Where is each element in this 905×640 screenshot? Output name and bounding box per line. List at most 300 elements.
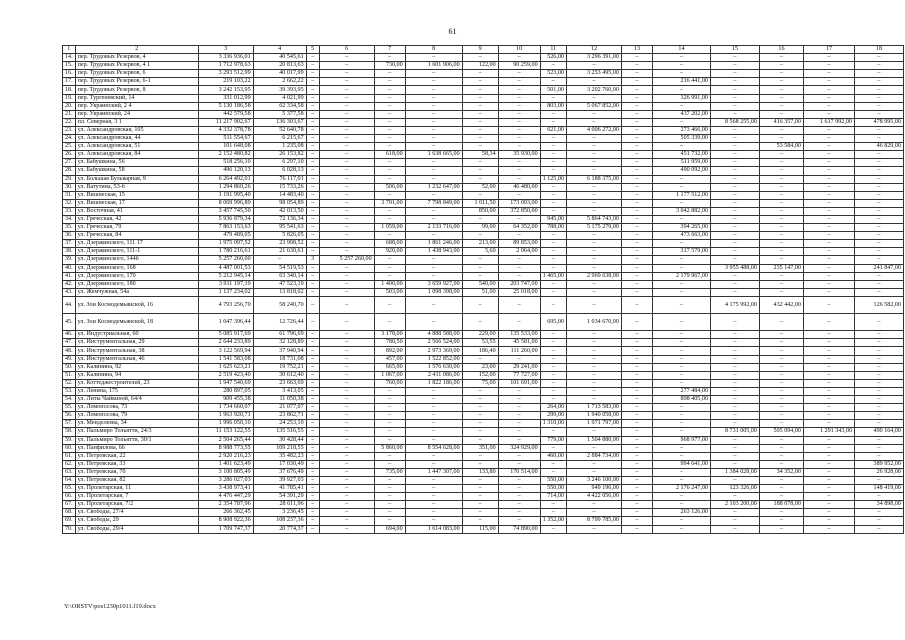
value-cell: 3 955 488,00 <box>710 264 759 272</box>
value-cell: – <box>462 517 498 525</box>
value-cell: – <box>566 62 621 70</box>
value-cell: – <box>803 78 854 86</box>
row-number: 63. <box>63 468 76 476</box>
value-cell: 3 122 569,94 <box>198 347 253 355</box>
address-cell: ул. Инструментальная, 38 <box>75 347 198 355</box>
value-cell: 8 568 255,00 <box>710 118 759 126</box>
value-cell: 473 663,00 <box>652 232 710 240</box>
value-cell: – <box>854 256 903 264</box>
value-cell: 1 447 307,00 <box>405 468 462 476</box>
value-cell: 89 853,00 <box>498 240 540 248</box>
value-cell: – <box>652 256 710 264</box>
value-cell: – <box>319 396 374 404</box>
value-cell: 8 799 785,00 <box>566 517 621 525</box>
value-cell: – <box>621 288 652 296</box>
value-cell: 1 137 234,02 <box>198 288 253 296</box>
value-cell: – <box>652 314 710 331</box>
value-cell: – <box>498 355 540 363</box>
value-cell: – <box>405 501 462 509</box>
value-cell: 5 212 945,14 <box>198 272 253 280</box>
column-header: 15 <box>710 46 759 54</box>
value-cell: 2 064,00 <box>498 248 540 256</box>
value-cell: 5 936 879,34 <box>198 215 253 223</box>
value-cell: – <box>540 460 566 468</box>
value-cell: 2 152 480,82 <box>198 151 253 159</box>
value-cell: – <box>462 428 498 436</box>
value-cell: 11 153 122,55 <box>198 428 253 436</box>
value-cell: – <box>621 468 652 476</box>
column-header: 8 <box>405 46 462 54</box>
value-cell: – <box>405 264 462 272</box>
value-cell: – <box>405 387 462 395</box>
value-cell: 3 178,00 <box>374 331 405 339</box>
value-cell: 170 514,00 <box>498 468 540 476</box>
value-cell: 1 059,00 <box>374 224 405 232</box>
address-cell: ул. Ватутина, 53-б <box>75 183 198 191</box>
value-cell: – <box>566 248 621 256</box>
value-cell: – <box>710 525 759 533</box>
value-cell: – <box>540 379 566 387</box>
value-cell: – <box>710 248 759 256</box>
row-number: 64. <box>63 476 76 484</box>
value-cell: – <box>621 396 652 404</box>
value-cell: 241 847,00 <box>854 264 903 272</box>
value-cell: – <box>462 436 498 444</box>
value-cell: – <box>710 183 759 191</box>
value-cell: – <box>306 517 319 525</box>
value-cell: – <box>803 62 854 70</box>
table-row <box>63 420 904 428</box>
value-cell: – <box>803 70 854 78</box>
value-cell: – <box>566 428 621 436</box>
value-cell: – <box>621 355 652 363</box>
value-cell: – <box>374 135 405 143</box>
value-cell: – <box>710 452 759 460</box>
value-cell: 780,50 <box>374 339 405 347</box>
address-cell: ул. Пролетарская, 11 <box>75 485 198 493</box>
value-cell: – <box>462 264 498 272</box>
value-cell: – <box>803 175 854 183</box>
address-cell: ул. Александровская, 44 <box>75 135 198 143</box>
value-cell: – <box>854 272 903 280</box>
value-cell: – <box>652 420 710 428</box>
address-cell: ул. Дзержинского, 111 17 <box>75 240 198 248</box>
value-cell: – <box>710 207 759 215</box>
value-cell: – <box>710 436 759 444</box>
address-cell: ул. Петровская, 22 <box>75 452 198 460</box>
value-cell: – <box>306 420 319 428</box>
table-row <box>63 412 904 420</box>
column-header: 2 <box>75 46 198 54</box>
value-cell: 2 920 216,23 <box>198 452 253 460</box>
value-cell: 1 291 343,00 <box>803 428 854 436</box>
value-cell: 8 731 005,00 <box>710 428 759 436</box>
value-cell: – <box>405 396 462 404</box>
value-cell: – <box>319 493 374 501</box>
value-cell: – <box>540 444 566 452</box>
value-cell: 264,00 <box>540 404 566 412</box>
address-cell: пл. Северная, 3 1 <box>75 118 198 126</box>
row-number: 27. <box>63 159 76 167</box>
value-cell: – <box>319 232 374 240</box>
table-row <box>63 509 904 517</box>
row-number: 68. <box>63 509 76 517</box>
value-cell: – <box>803 215 854 223</box>
value-cell: – <box>854 404 903 412</box>
row-number: 31. <box>63 191 76 199</box>
value-cell: 5 860,00 <box>374 444 405 452</box>
column-header: 1 <box>63 46 76 54</box>
value-cell: – <box>803 485 854 493</box>
address-cell: ул. Свободы, 27/4 <box>75 509 198 517</box>
value-cell: – <box>319 199 374 207</box>
value-cell: 1 861 246,00 <box>405 240 462 248</box>
row-number: 49. <box>63 355 76 363</box>
address-cell: ул. Александровская, 84 <box>75 151 198 159</box>
value-cell: – <box>306 412 319 420</box>
value-cell: – <box>854 224 903 232</box>
value-cell: – <box>710 143 759 151</box>
value-cell: – <box>710 509 759 517</box>
column-header: 6 <box>319 46 374 54</box>
value-cell: – <box>854 476 903 484</box>
value-cell: – <box>462 102 498 110</box>
value-cell: – <box>374 493 405 501</box>
value-cell: – <box>319 296 374 313</box>
value-cell: – <box>854 86 903 94</box>
value-cell: 152,00 <box>462 371 498 379</box>
value-cell: 1 352,00 <box>540 517 566 525</box>
value-cell: – <box>621 428 652 436</box>
value-cell: – <box>710 167 759 175</box>
value-cell: – <box>759 191 803 199</box>
value-cell: – <box>803 102 854 110</box>
value-cell: – <box>652 355 710 363</box>
value-cell: 550,00 <box>540 476 566 484</box>
value-cell: – <box>854 183 903 191</box>
value-cell: – <box>621 183 652 191</box>
value-cell: – <box>319 224 374 232</box>
row-number: 52. <box>63 379 76 387</box>
value-cell: – <box>319 460 374 468</box>
value-cell: – <box>652 183 710 191</box>
value-cell: – <box>498 272 540 280</box>
value-cell: 20 813,63 <box>253 62 306 70</box>
value-cell: – <box>710 517 759 525</box>
value-cell: 1 576 630,00 <box>405 363 462 371</box>
value-cell: – <box>374 159 405 167</box>
value-cell: – <box>540 135 566 143</box>
value-cell: 46 480,00 <box>498 183 540 191</box>
value-cell: – <box>803 167 854 175</box>
value-cell: 2 411 086,00 <box>405 371 462 379</box>
value-cell: 126 582,00 <box>854 296 903 313</box>
value-cell: 7 863 153,63 <box>198 224 253 232</box>
value-cell: – <box>854 412 903 420</box>
value-cell: 6 188 375,00 <box>566 175 621 183</box>
value-cell: – <box>462 159 498 167</box>
value-cell: – <box>540 339 566 347</box>
value-cell: – <box>405 460 462 468</box>
value-cell: – <box>854 493 903 501</box>
value-cell: – <box>759 436 803 444</box>
value-cell: – <box>621 272 652 280</box>
value-cell: 694,00 <box>374 525 405 533</box>
table-row <box>63 78 904 86</box>
value-cell: – <box>803 159 854 167</box>
address-cell: ул. Греческая, 42 <box>75 215 198 223</box>
value-cell: – <box>319 272 374 280</box>
value-cell: 1 047 396,44 <box>198 314 253 331</box>
value-cell: – <box>854 70 903 78</box>
value-cell: – <box>854 371 903 379</box>
address-cell: пер. Трудовых Резервов, 4 1 <box>75 62 198 70</box>
value-cell: – <box>319 135 374 143</box>
value-cell: 5 130 186,58 <box>198 102 253 110</box>
value-cell: – <box>540 248 566 256</box>
value-cell: – <box>319 86 374 94</box>
value-cell: – <box>306 272 319 280</box>
value-cell: – <box>374 207 405 215</box>
value-cell: – <box>462 509 498 517</box>
value-cell: – <box>462 485 498 493</box>
value-cell: – <box>498 118 540 126</box>
value-cell: – <box>803 339 854 347</box>
value-cell: 1 294 860,26 <box>198 183 253 191</box>
value-cell: 101 648,08 <box>198 143 253 151</box>
value-cell: 550,00 <box>540 485 566 493</box>
value-cell: 3 242 153,95 <box>198 86 253 94</box>
table-row <box>63 199 904 207</box>
row-number: 37. <box>63 240 76 248</box>
value-cell: – <box>498 428 540 436</box>
value-cell: – <box>319 347 374 355</box>
value-cell: 478 995,00 <box>854 118 903 126</box>
value-cell: – <box>566 347 621 355</box>
value-cell: – <box>710 476 759 484</box>
value-cell: – <box>759 175 803 183</box>
value-cell: – <box>621 240 652 248</box>
value-cell: 351,00 <box>462 444 498 452</box>
table-row <box>63 436 904 444</box>
value-cell: – <box>759 78 803 86</box>
value-cell: – <box>621 387 652 395</box>
value-cell: 735,00 <box>374 468 405 476</box>
value-cell: – <box>652 86 710 94</box>
value-cell: – <box>621 363 652 371</box>
value-cell: – <box>498 493 540 501</box>
value-cell: – <box>540 468 566 476</box>
value-cell: – <box>710 460 759 468</box>
value-cell: – <box>759 167 803 175</box>
address-cell: ул. Менделеева, 34 <box>75 420 198 428</box>
value-cell: – <box>803 240 854 248</box>
value-cell: 2 133 716,00 <box>405 224 462 232</box>
row-number: 70. <box>63 525 76 533</box>
value-cell: 111 260,00 <box>498 347 540 355</box>
value-cell: – <box>710 175 759 183</box>
value-cell: – <box>306 476 319 484</box>
value-cell: – <box>319 54 374 62</box>
value-cell: – <box>759 94 803 102</box>
column-header: 7 <box>374 46 405 54</box>
value-cell: – <box>498 175 540 183</box>
value-cell: – <box>803 94 854 102</box>
value-cell: – <box>374 110 405 118</box>
value-cell: – <box>652 70 710 78</box>
value-cell: – <box>405 215 462 223</box>
row-number: 51. <box>63 371 76 379</box>
value-cell: 101 691,00 <box>498 379 540 387</box>
value-cell: – <box>540 110 566 118</box>
value-cell: – <box>854 126 903 134</box>
value-cell: 19 752,21 <box>253 363 306 371</box>
value-cell: – <box>306 339 319 347</box>
value-cell: 39 393,95 <box>253 86 306 94</box>
value-cell: 17 030,49 <box>253 460 306 468</box>
value-cell: 76 117,01 <box>253 175 306 183</box>
value-cell: 432 442,00 <box>759 296 803 313</box>
value-cell: – <box>854 232 903 240</box>
table-row <box>63 296 904 313</box>
value-cell: 39 927,03 <box>253 476 306 484</box>
value-cell: – <box>540 525 566 533</box>
value-cell: – <box>462 118 498 126</box>
value-cell: – <box>540 207 566 215</box>
value-cell: 2 973 369,00 <box>405 347 462 355</box>
value-cell: – <box>462 70 498 78</box>
value-cell: 4 021,99 <box>253 94 306 102</box>
value-cell: – <box>405 509 462 517</box>
value-cell: 621,00 <box>540 126 566 134</box>
value-cell: 54 519,53 <box>253 264 306 272</box>
value-cell: 99,00 <box>462 224 498 232</box>
value-cell: – <box>854 215 903 223</box>
value-cell: – <box>566 355 621 363</box>
value-cell: – <box>759 355 803 363</box>
value-cell: – <box>374 143 405 151</box>
value-cell: 266 362,45 <box>198 509 253 517</box>
value-cell: – <box>462 191 498 199</box>
value-cell: 135 516,55 <box>253 428 306 436</box>
value-cell: 3 457 745,50 <box>198 207 253 215</box>
column-header: 16 <box>759 46 803 54</box>
row-number: 18. <box>63 86 76 94</box>
value-cell: – <box>306 110 319 118</box>
value-cell: 1 098 398,00 <box>405 288 462 296</box>
value-cell: – <box>540 167 566 175</box>
value-cell: – <box>319 436 374 444</box>
value-cell: – <box>566 509 621 517</box>
value-cell: – <box>374 118 405 126</box>
value-cell: – <box>803 404 854 412</box>
value-cell: 5 864 743,00 <box>566 215 621 223</box>
value-cell: – <box>540 183 566 191</box>
value-cell: – <box>306 78 319 86</box>
value-cell: – <box>710 379 759 387</box>
address-cell: ул. Греческая, 84 <box>75 232 198 240</box>
value-cell: 540,00 <box>462 280 498 288</box>
address-cell: пер. Трудовых Резервов, 6-1 <box>75 78 198 86</box>
value-cell: – <box>319 379 374 387</box>
value-cell: – <box>306 86 319 94</box>
value-cell: – <box>803 110 854 118</box>
value-cell: – <box>566 207 621 215</box>
value-cell: 437 202,00 <box>652 110 710 118</box>
value-cell: 331 012,99 <box>198 94 253 102</box>
value-cell: – <box>319 264 374 272</box>
value-cell: – <box>374 452 405 460</box>
value-cell: – <box>540 387 566 395</box>
value-cell: – <box>803 314 854 331</box>
value-cell: 920,00 <box>374 248 405 256</box>
row-number: 22. <box>63 118 76 126</box>
value-cell: 2 354 787,96 <box>198 501 253 509</box>
value-cell: – <box>566 94 621 102</box>
value-cell: – <box>306 280 319 288</box>
value-cell: – <box>319 509 374 517</box>
value-cell: – <box>759 151 803 159</box>
value-cell: – <box>498 86 540 94</box>
value-cell: – <box>710 232 759 240</box>
value-cell: 74 890,00 <box>498 525 540 533</box>
address-cell: ул. Калинина, 94 <box>75 371 198 379</box>
table-row <box>63 428 904 436</box>
value-cell: – <box>405 110 462 118</box>
value-cell: – <box>319 428 374 436</box>
value-cell: – <box>566 110 621 118</box>
row-number: 39. <box>63 256 76 264</box>
value-cell: – <box>621 175 652 183</box>
value-cell: – <box>759 452 803 460</box>
value-cell: – <box>462 420 498 428</box>
value-cell: – <box>759 102 803 110</box>
value-cell: – <box>621 135 652 143</box>
value-cell: 505 094,00 <box>759 428 803 436</box>
value-cell: – <box>759 396 803 404</box>
value-cell: 15 733,26 <box>253 183 306 191</box>
row-number: 19. <box>63 94 76 102</box>
value-cell: – <box>374 94 405 102</box>
value-cell: – <box>566 379 621 387</box>
value-cell: – <box>319 476 374 484</box>
value-cell: 23 663,69 <box>253 379 306 387</box>
table-row <box>63 387 904 395</box>
value-cell: – <box>462 126 498 134</box>
value-cell: 3 202 760,00 <box>566 86 621 94</box>
value-cell: – <box>566 396 621 404</box>
value-cell: – <box>374 476 405 484</box>
value-cell: 37 940,94 <box>253 347 306 355</box>
value-cell: 949 196,00 <box>566 485 621 493</box>
value-cell: 2 884 734,00 <box>566 452 621 460</box>
value-cell: – <box>319 207 374 215</box>
value-cell: – <box>759 387 803 395</box>
value-cell: – <box>759 404 803 412</box>
value-cell: 730,00 <box>374 62 405 70</box>
value-cell: – <box>462 110 498 118</box>
value-cell: 1 235,08 <box>253 143 306 151</box>
value-cell: – <box>803 232 854 240</box>
value-cell: 53 584,00 <box>759 143 803 151</box>
value-cell: – <box>319 387 374 395</box>
value-cell: 11 050,38 <box>253 396 306 404</box>
value-cell: 115,00 <box>462 525 498 533</box>
value-cell: 326 991,00 <box>652 94 710 102</box>
value-cell: – <box>759 135 803 143</box>
value-cell: 216 441,00 <box>652 78 710 86</box>
table-row <box>63 232 904 240</box>
